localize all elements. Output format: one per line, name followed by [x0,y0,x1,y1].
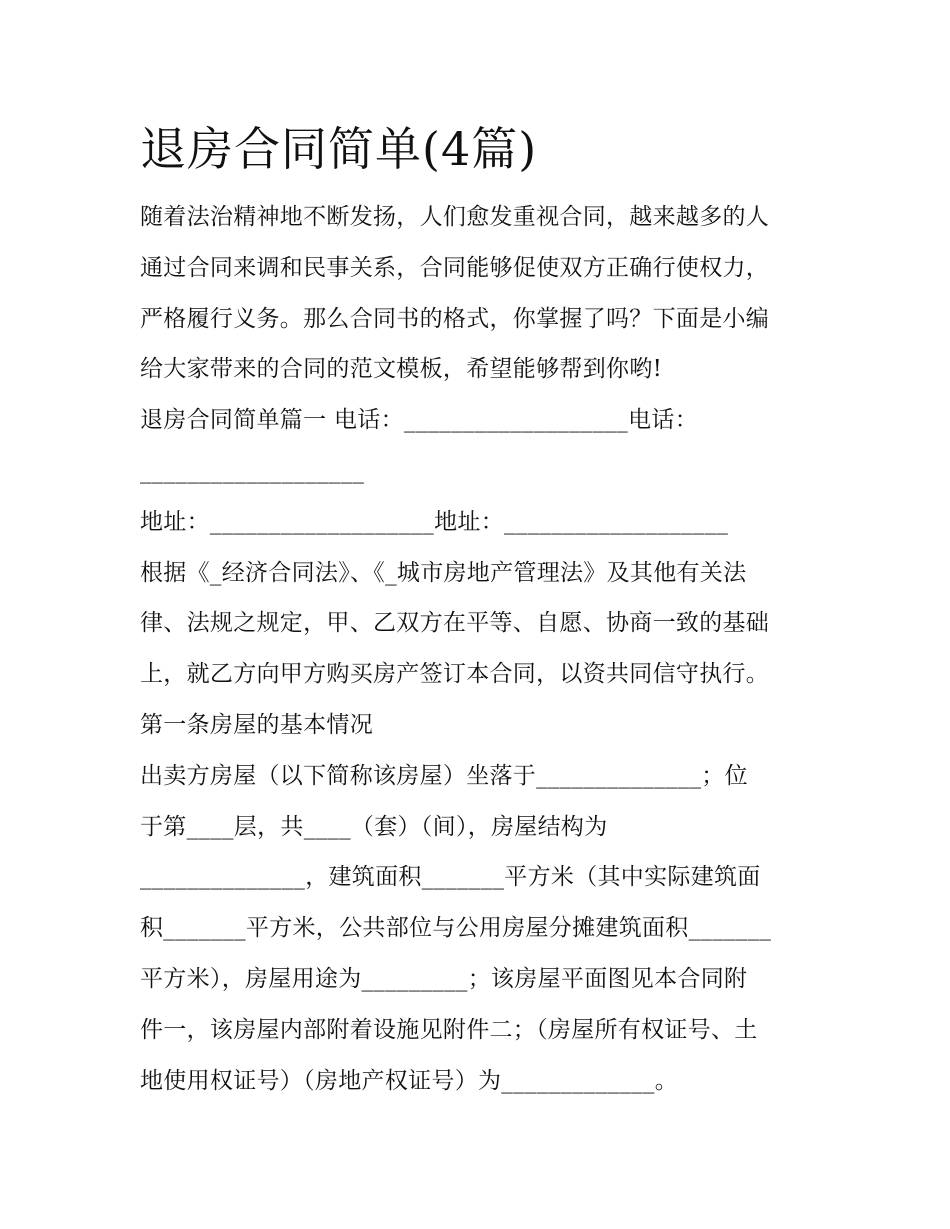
body-line: 于第____层，共____（套）（间），房屋结构为 [140,813,608,840]
body-line: ___________________ [140,457,365,484]
body-line: 给大家带来的合同的范文模板，希望能够帮到你哟! [140,356,663,383]
body-line: 地址：___________________地址：___________________ [140,508,729,535]
body-line: 严格履行义务。那么合同书的格式，你掌握了吗？下面是小编 [140,305,770,332]
document-page [140,118,820,1106]
body-line: 地使用权证号）（房地产权证号）为_____________。 [140,1067,678,1094]
body-line: 平方米），房屋用途为_________；该房屋平面图见本合同附 [140,965,748,992]
body-line: 上，就乙方向甲方购买房产签订本合同，以资共同信守执行。 [140,661,770,688]
body-line: 通过合同来调和民事关系，合同能够促使双方正确行使权力， [140,254,770,281]
body-line: 积_______平方米，公共部位与公用房屋分摊建筑面积_______ [140,915,772,942]
body-line: ______________，建筑面积_______平方米（其中实际建筑面 [140,864,761,891]
body-line: 件一，该房屋内部附着设施见附件二；（房屋所有权证号、土 [140,1016,758,1043]
body-line: 根据《_经济合同法》、《_城市房地产管理法》及其他有关法 [140,559,747,586]
body-line: 出卖方房屋（以下简称该房屋）坐落于______________；位 [140,762,748,789]
document-title: 退房合同简单(4篇) [140,122,538,176]
section-heading: 退房合同简单篇一 电话：___________________电话： [140,407,699,434]
body-line: 随着法治精神地不断发扬，人们愈发重视合同，越来越多的人 [140,204,770,230]
body-line: 律、法规之规定，甲、乙双方在平等、自愿、协商一致的基础 [140,610,770,637]
document-body [140,192,820,1106]
article-heading: 第一条房屋的基本情况 [140,711,373,738]
